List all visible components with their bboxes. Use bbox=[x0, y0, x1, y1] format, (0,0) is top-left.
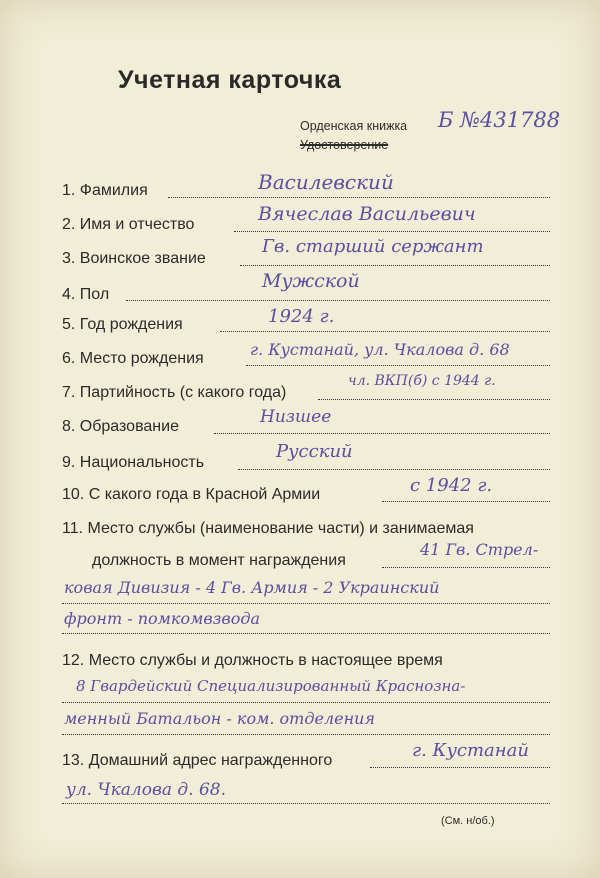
field-service-value-line1: 41 Гв. Стрел- bbox=[420, 540, 539, 559]
field-service-label-line2: должность в момент награждения bbox=[92, 552, 346, 569]
field-name-line bbox=[234, 231, 550, 232]
field-birthplace-value: г. Кустанай, ул. Чкалова д. 68 bbox=[250, 340, 510, 359]
field-address-label: 13. Домашний адрес награжденного bbox=[62, 752, 333, 769]
field-army-since-value: с 1942 г. bbox=[410, 475, 493, 496]
field-birthyear-line bbox=[220, 331, 550, 332]
field-birthplace-line bbox=[246, 365, 550, 366]
field-birthyear-label: 5. Год рождения bbox=[62, 316, 183, 333]
field-party-value: чл. ВКП(б) с 1944 г. bbox=[348, 373, 496, 389]
field-education-value: Низшее bbox=[260, 407, 332, 427]
field-address-line1 bbox=[370, 767, 550, 768]
field-current-service-line1 bbox=[62, 702, 550, 703]
field-service-label-line1: 11. Место службы (наименование части) и занимаемая bbox=[62, 520, 474, 537]
field-education-label: 8. Образование bbox=[62, 418, 179, 435]
see-reverse-note: (См. н/об.) bbox=[441, 815, 495, 827]
order-book-number: Б №431788 bbox=[438, 108, 561, 132]
card-title: Учетная карточка bbox=[118, 66, 342, 94]
field-rank-label: 3. Воинское звание bbox=[62, 250, 206, 267]
field-address-line2 bbox=[62, 803, 550, 804]
field-address-value-line1: г. Кустанай bbox=[412, 740, 529, 761]
field-name-value: Вячеслав Васильевич bbox=[258, 203, 476, 225]
field-service-value-line2: ковая Дивизия - 4 Гв. Армия - 2 Украинский bbox=[64, 578, 440, 597]
field-current-service-value-line2: менный Батальон - ком. отделения bbox=[64, 709, 376, 728]
field-army-since-line bbox=[382, 501, 550, 502]
field-surname-value: Василевский bbox=[258, 170, 394, 194]
field-current-service-value-line1: 8 Гвардейский Специализированный Краснозна- bbox=[76, 677, 466, 695]
field-surname-line bbox=[168, 197, 550, 198]
order-book-label: Орденская книжка bbox=[300, 119, 408, 133]
field-service-value-line3: фронт - помкомвзвода bbox=[64, 609, 261, 628]
field-nationality-value: Русский bbox=[276, 441, 353, 462]
field-sex-value: Мужской bbox=[262, 270, 360, 292]
field-education-line bbox=[214, 433, 550, 434]
field-current-service-label: 12. Место службы и должность в настоящее время bbox=[62, 652, 443, 669]
field-sex-label: 4. Пол bbox=[62, 286, 110, 303]
field-birthyear-value: 1924 г. bbox=[268, 306, 335, 327]
certificate-label-struck: Удостоверение bbox=[300, 138, 389, 152]
field-nationality-label: 9. Национальность bbox=[62, 454, 205, 471]
field-service-line1 bbox=[382, 567, 550, 568]
field-rank-value: Гв. старший сержант bbox=[262, 236, 484, 257]
field-party-label: 7. Партийность (с какого года) bbox=[62, 384, 287, 401]
field-birthplace-label: 6. Место рождения bbox=[62, 350, 204, 367]
field-army-since-label: 10. С какого года в Красной Армии bbox=[62, 486, 321, 503]
field-service-line3 bbox=[62, 633, 550, 634]
field-surname-label: 1. Фамилия bbox=[62, 182, 148, 199]
field-rank-line bbox=[240, 265, 550, 266]
field-sex-line bbox=[126, 300, 550, 301]
field-nationality-line bbox=[238, 469, 550, 470]
field-current-service-line2 bbox=[62, 734, 550, 735]
field-party-line bbox=[318, 399, 550, 400]
field-address-value-line2: ул. Чкалова д. 68. bbox=[66, 780, 227, 800]
field-name-label: 2. Имя и отчество bbox=[62, 216, 195, 233]
field-service-line2 bbox=[62, 603, 550, 604]
